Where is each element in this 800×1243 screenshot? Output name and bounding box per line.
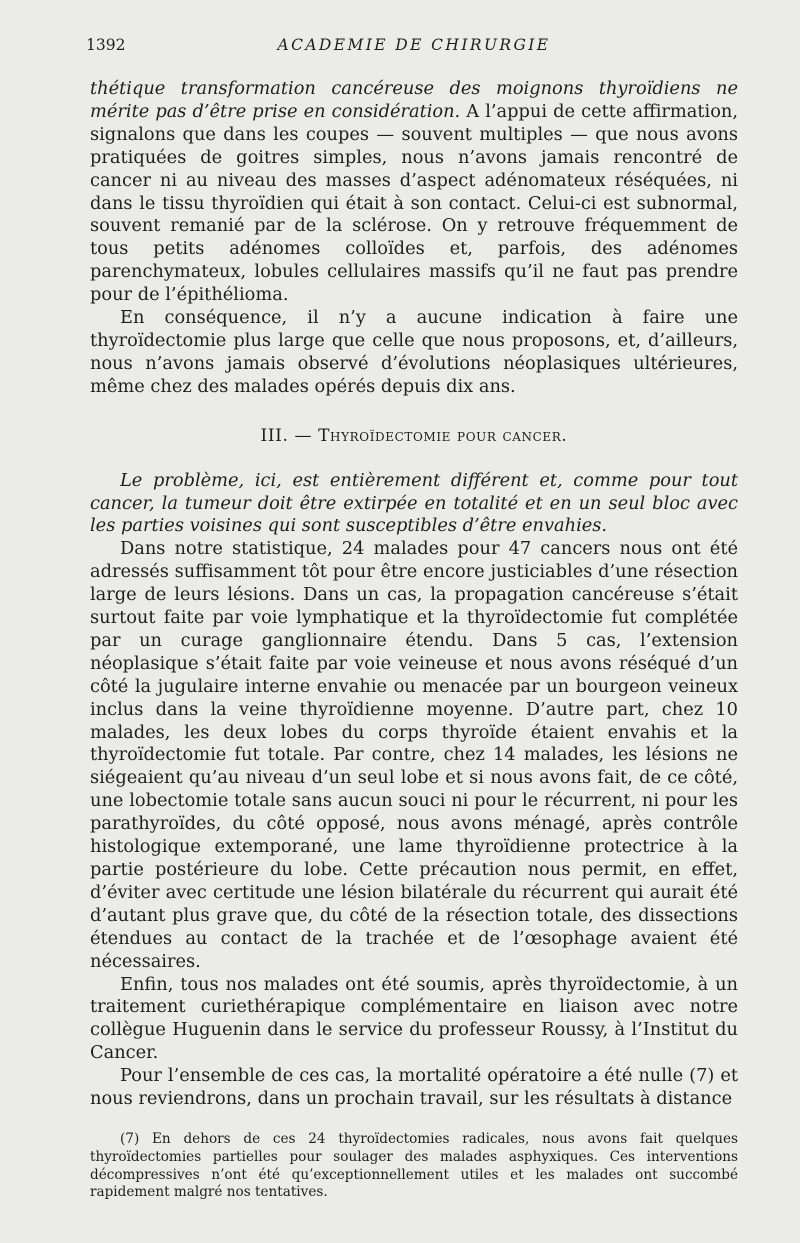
running-title: ACADEMIE DE CHIRURGIE	[277, 36, 551, 54]
paragraph-italic: Le problème, ici, est entièrement différent et, comme pour tout cancer, la tumeur doit être extirpée en totalité et en un seul bloc avec les parties voisines qui sont susceptibles d’être envahies.	[90, 469, 738, 537]
section-heading: III. — Thyroïdectomie pour cancer.	[260, 425, 568, 446]
paragraph-text: A l’appui de cette affirmation, signalons que dans les coupes — souvent multiples — que nous avons pratiquées de goitres simples, nous n’avons jamais rencontré de cancer ni au niveau des masses d’aspect adénomateux réséquées, ni dans le tissu thyroïdien qui était à son contact. Celui-ci est subnormal, souvent remanié par de la sclérose. On y retrouve fréquemment de tous petits adénomes colloïdes et, parfois, des adénomes parenchymateux, lobules cellulaires massifs qu’il ne faut pas prendre pour de l’épithélioma.	[90, 100, 738, 306]
paragraph-continued	[90, 78, 738, 307]
page-number: 1392	[86, 36, 126, 54]
paragraph: Dans notre statistique, 24 malades pour 47 cancers nous ont été adressés suffisamment tôt pour être encore justiciables d’une résection large de leurs lésions. Dans un cas, la propagation cancéreuse s’était surtout faite par voie lymphatique et la thyroïdectomie fut complétée par un curage ganglionnaire étendu. Dans 5 cas, l’extension néoplasique s’était faite par voie veineuse et nous avons réséqué d’un côté la jugulaire interne envahie ou menacée par un bourgeon veineux inclus dans la veine thyroïdienne moyenne. D’autre part, chez 10 malades, les deux lobes du corps thyroïde étaient envahis et la thyroïdectomie fut totale. Par contre, chez 14 malades, les lésions ne siégeaient qu’au niveau d’un seul lobe et si nous avons fait, de ce côté, une lobectomie totale sans aucun souci ni pour le récurrent, ni pour les parathyroïdes, du côté opposé, nous avons ménagé, après contrôle histologique extemporané, une lame thyroïdienne protectrice à la partie postérieure du lobe. Cette précaution nous permit, en effet, d’éviter avec certitude une lésion bilatérale du récurrent qui aurait été d’autant plus grave que, du côté de la résection totale, des dissections étendues au contact de la trachée et de l’œsophage avaient été nécessaires.	[90, 538, 738, 972]
page-header	[86, 36, 738, 64]
body-text	[90, 78, 738, 1202]
footnote: (7) En dehors de ces 24 thyroïdectomies radicales, nous avons fait quelques thyroïdectomies partielles pour soulager des malades asphyxiques. Ces interventions décompressives n’ont été qu’exceptionnellement utiles et les malades ont succombé rapidement malgré nos tentatives.	[90, 1130, 738, 1201]
paragraph: Pour l’ensemble de ces cas, la mortalité opératoire a été nulle (7) et nous reviendrons, dans un prochain travail, sur les résultats à distance	[90, 1065, 738, 1110]
italic-conclusion: thétique transformation cancéreuse des moignons thyroïdiens ne mérite pas d’être prise en considération.	[90, 78, 738, 122]
paragraph: En conséquence, il n’y a aucune indication à faire une thyroïdectomie plus large que celle que nous proposons, et, d’ailleurs, nous n’avons jamais observé d’évolutions néoplasiques ultérieures, même chez des malades opérés depuis dix ans.	[90, 307, 738, 397]
paragraph: Enfin, tous nos malades ont été soumis, après thyroïdectomie, à un traitement curiethérapique complémentaire en liaison avec notre collègue Huguenin dans le service du professeur Roussy, à l’Institut du Cancer.	[90, 973, 738, 1064]
